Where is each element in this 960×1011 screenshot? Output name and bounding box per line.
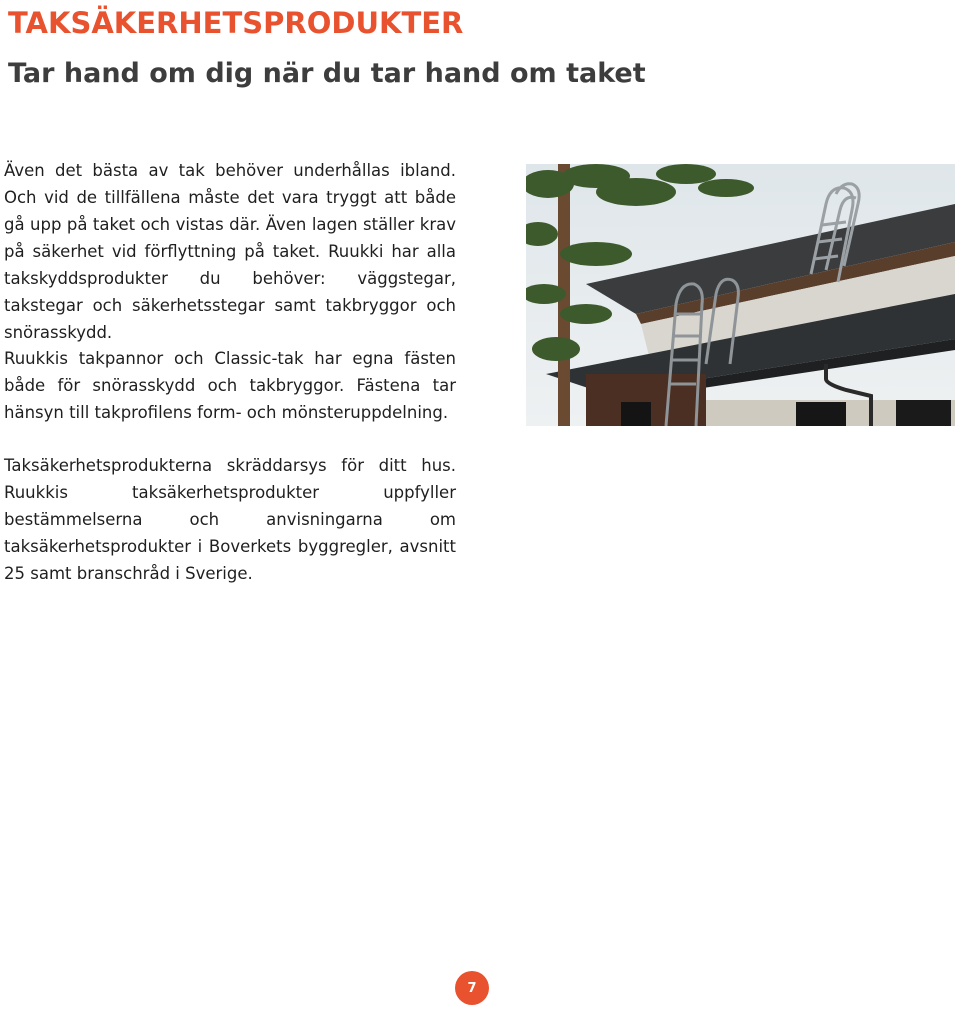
section-kicker: TAKSÄKERHETSPRODUKTER (8, 6, 464, 40)
page-number-badge (455, 971, 489, 1005)
roof-illustration (526, 164, 955, 426)
roof-ladder-photo (526, 164, 955, 426)
page-title: Tar hand om dig när du tar hand om taket (8, 58, 646, 89)
body-paragraph-1: Även det bästa av tak behöver underhållas ibland. Och vid de tillfällena måste det vara tryggt att både gå upp på taket och vistas där. Även lagen ställer krav på säkerhet vid förflyttning på taket. Ruukki har alla takskyddsprodukter du behöver: väggstegar, takstegar och säkerhetsstegar samt takbryggor och snörasskydd. (4, 161, 456, 342)
body-paragraph-2: Ruukkis takpannor och Classic-tak har egna fästen både för snörasskydd och takbryggor. Fästena tar hänsyn till takprofilens form- och mönsteruppdelning. (4, 349, 456, 422)
page-number: 7 (467, 980, 477, 996)
body-paragraph-3: Taksäkerhetsprodukterna skräddarsys för ditt hus. Ruukkis taksäkerhetsprodukter uppfyller bestämmelserna och anvisningarna om taksäkerhetsprodukter i Boverkets byggregler, avsnitt 25 samt branschråd i Sverige. (4, 456, 456, 583)
